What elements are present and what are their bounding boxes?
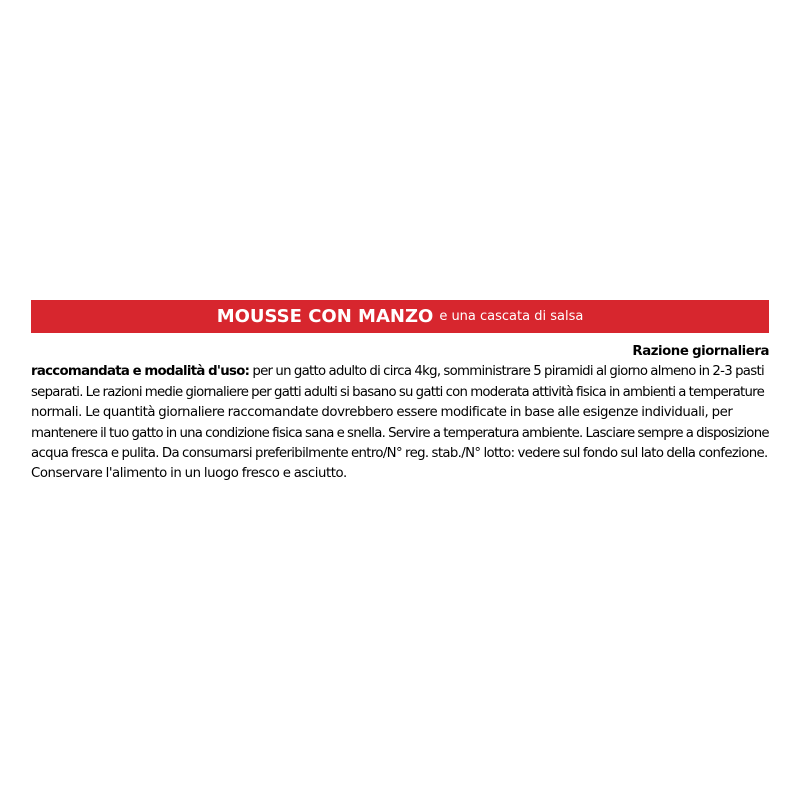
- daily-ration-heading: Razione giornaliera: [632, 344, 769, 359]
- instructions-line-5: acqua fresca e pulita. Da consumarsi preferibilmente entro/N° reg. stab./N° lotto: vedere sul fondo sul lato della confezione.: [31, 446, 768, 462]
- instructions-line-6: Conservare l'alimento in un luogo fresco e asciutto.: [31, 466, 347, 482]
- instructions-line-2: separati. Le razioni medie giornaliere per gatti adulti si basano su gatti con moderata attività fisica in ambienti a temperature: [31, 384, 764, 400]
- instructions-line-4: mantenere il tuo gatto in una condizione fisica sana e snella. Servire a temperatura ambiente. Lasciare sempre a disposizione: [31, 425, 769, 441]
- instructions-line-1: [31, 362, 769, 382]
- product-subtitle: e una cascata di salsa: [439, 309, 584, 324]
- feeding-instructions: [31, 342, 769, 485]
- instructions-line-3: normali. Le quantità giornaliere raccomandate dovrebbero essere modificate in base alle esigenze individuali, per: [31, 405, 733, 421]
- instructions-line-1-text: per un gatto adulto di circa 4kg, somministrare 5 piramidi al giorno almeno in 2-3 pasti: [249, 364, 764, 380]
- product-banner: [31, 300, 769, 333]
- instructions-lead: raccomandata e modalità d'uso:: [31, 364, 250, 380]
- product-title: MOUSSE CON MANZO: [216, 306, 434, 327]
